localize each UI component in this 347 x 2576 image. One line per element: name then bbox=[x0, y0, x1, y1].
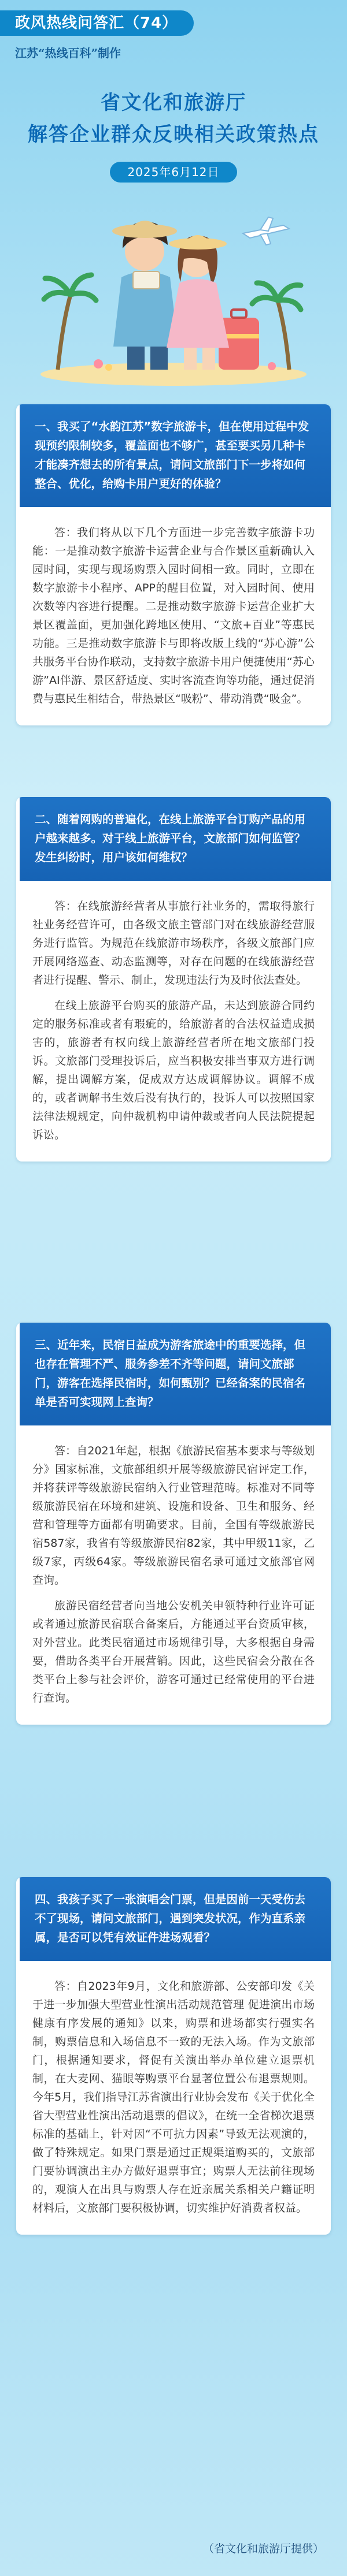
question-4: 四、我孩子买了一张演唱会门票，但是因前一天受伤去不了现场，请问文旅部门，遇到突发状况，作为直系亲属，是否可以凭有效证件进场观看？ bbox=[16, 1877, 331, 1961]
answer-paragraph: 答：自2023年9月，文化和旅游部、公安部印发《关于进一步加强大型营业性演出活动规范管理 促进演出市场健康有序发展的通知》以来，购票和进场都实行强实名制，购票信息和入场信息不一致的无法入场。作为文旅部门，根据通知要求，督促有关演出举办单位建立退票机制，在大麦网、猫眼等购票平台显著位置公布退票规则。今年5月，我们指导江苏省演出行业协会发布《关于优化全省大型营业性演出活动退票的倡议》，在统一全省梯次退票标准的基础上，针对因“不可抗力因素”导致无法观演的，做了特殊规定。如果门票是通过正规渠道购买的，文旅部门要协调演出主办方做好退票事宜；购票人无法前往现场的，观演人在出具与购票人存在近亲属关系相关户籍证明材料后，文旅部门要积极协调，切实维护好消费者权益。 bbox=[32, 1980, 315, 2214]
answer-1 bbox=[16, 507, 331, 725]
question-3: 三、近年来，民宿日益成为游客旅途中的重要选择，但也存在管理不严、服务参差不齐等问题，请问文旅部门，游客在选择民宿时，如何甄别？已经备案的民宿名单是否可实现网上查询？ bbox=[16, 1323, 331, 1425]
series-badge: 政风热线问答汇（74） bbox=[0, 10, 194, 36]
answer-2 bbox=[16, 881, 331, 1162]
question-2: 二、随着网购的普遍化，在线上旅游平台订购产品的用户越来越多。对于线上旅游平台，文旅部门如何监管？发生纠纷时，用户该如何维权？ bbox=[16, 797, 331, 881]
answer-4 bbox=[16, 1961, 331, 2235]
answer-paragraph: 答：自2021年起，根据《旅游民宿基本要求与等级划分》国家标准，文旅部组织开展等级旅游民宿评定工作，并将获评等级旅游民宿纳入行业管理范畴。标准对不同等级旅游民宿在环境和建筑、设施和设备、卫生和服务、经营和管理等方面都有明确要求。目前，全国有等级旅游民宿587家，我省有等级旅游民宿82家，其中甲级11家，乙级7家，丙级64家。等级旅游民宿名录可通过文旅部官网查询。 bbox=[32, 1445, 315, 1587]
qa-card-4 bbox=[16, 1877, 331, 2235]
date-badge: 2025年6月12日 bbox=[110, 162, 237, 183]
qa-card-1 bbox=[16, 404, 331, 725]
page-title-line1: 省文化和旅游厅 bbox=[101, 91, 246, 114]
answer-paragraph: 旅游民宿经营者向当地公安机关申领特种行业许可证或者通过旅游民宿联合备案后，方能通过平台资质审核，对外营业。此类民宿通过市场规律引导，大多根据自身需要，借助各类平台开展营销。因此，这些民宿会分散在各类平台上参与社会评价，游客可通过已经常使用的平台进行查询。 bbox=[32, 1599, 315, 1704]
source-credit: （省文化和旅游厅提供） bbox=[202, 2543, 324, 2555]
producer-label: 江苏“热线百科”制作 bbox=[15, 46, 121, 60]
answer-paragraph: 答：在线旅游经营者从事旅行社业务的，需取得旅行社业务经营许可，由各级文旅主管部门对在线旅游经营服务进行监管。为规范在线旅游市场秩序，各级文旅部门应开展网络巡查、动态监测等，对存在问题的在线旅游经营者进行提醒、警示、制止，发现违法行为及时依法查处。 bbox=[32, 900, 315, 987]
answer-3 bbox=[16, 1425, 331, 1725]
answer-paragraph: 答：我们将从以下几个方面进一步完善数字旅游卡功能：一是推动数字旅游卡运营企业与合作景区重新确认入园时间，实现与现场购票入园时间相一致。同时，立即在数字旅游卡小程序、APP的醒目位置，对入园时间、使用次数等内容进行提醒。二是推动数字旅游卡运营企业扩大景区覆盖面，更加强化跨地区使用、“文旅+百业”等惠民功能。三是推动数字旅游卡与即将改版上线的“苏心游”公共服务平台协作联动，支持数字旅游卡用户便捷使用“苏心游”AI伴游、景区舒适度、实时客流查询等功能，通过促消费与惠民生相结合，带热景区“吸粉”、带动消费“吸金”。 bbox=[32, 526, 315, 705]
answer-paragraph: 在线上旅游平台购买的旅游产品，未达到旅游合同约定的服务标准或者有瑕疵的，给旅游者的合法权益造成损害的，旅游者有权向线上旅游经营者所在地文旅部门投诉。文旅部门受理投诉后，应当积极安排当事双方进行调解，提出调解方案，促成双方达成调解协议。调解不成的，或者调解书生效后没有执行的，投诉人可以按照国家法律法规规定，向仲裁机构申请仲裁或者向人民法院提起诉讼。 bbox=[32, 999, 315, 1141]
question-1: 一、我买了“水韵江苏”数字旅游卡，但在使用过程中发现预约限制较多，覆盖面也不够广，甚至要买另几种卡才能凑齐想去的所有景点，请问文旅部门下一步将如何整合、优化，给购卡用户更好的体验？ bbox=[16, 404, 331, 507]
qa-card-2 bbox=[16, 797, 331, 1162]
qa-card-3 bbox=[16, 1323, 331, 1725]
travel-illustration bbox=[35, 191, 312, 387]
page-title-line2: 解答企业群众反映相关政策热点 bbox=[28, 123, 319, 146]
